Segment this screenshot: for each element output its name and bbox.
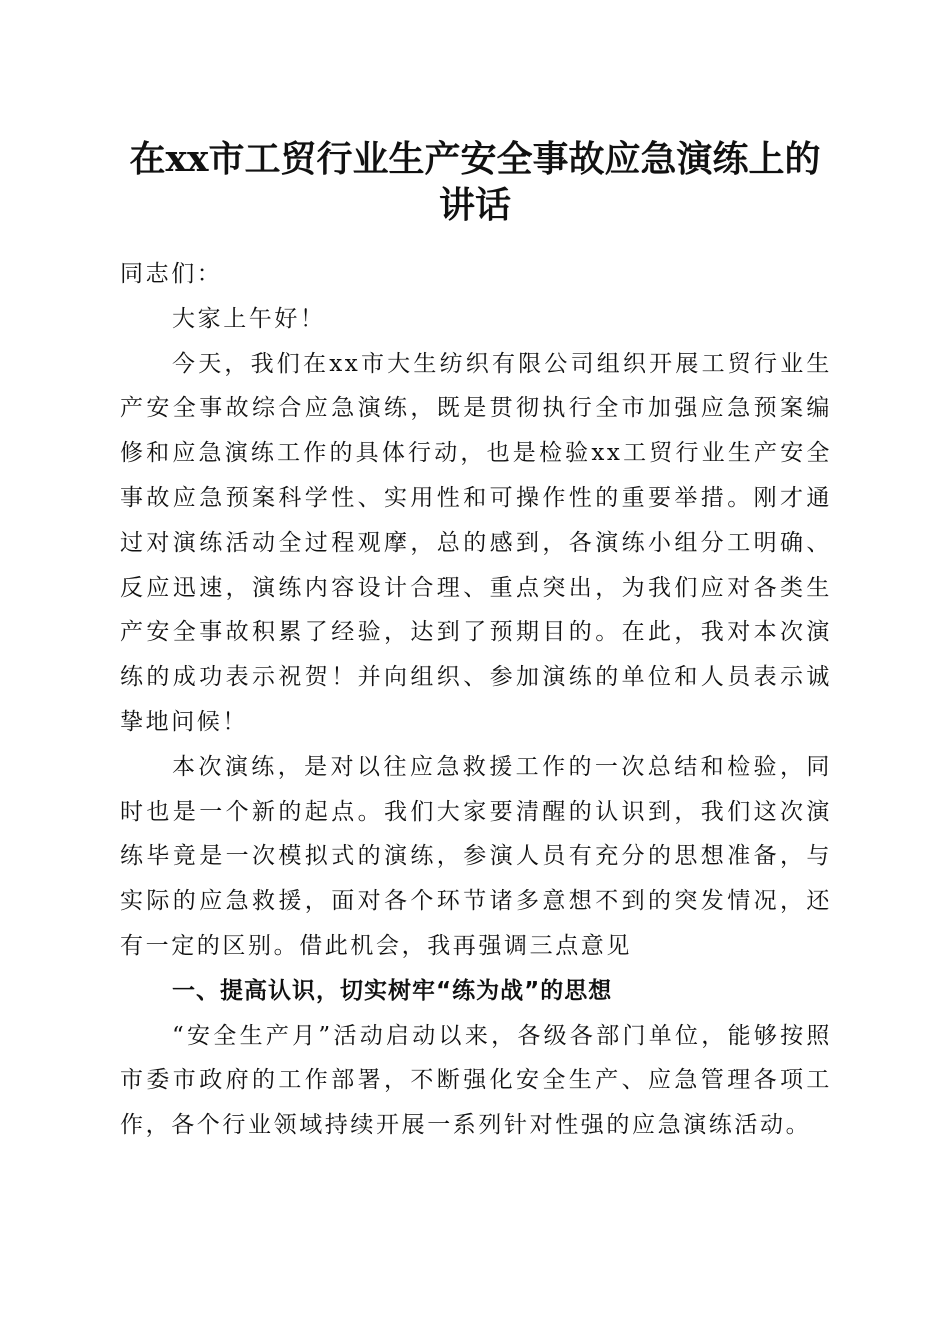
paragraph-review: 本次演练，是对以往应急救援工作的一次总结和检验，同时也是一个新的起点。我们大家要清醒的认识到，我们这次演练毕竟是一次模拟式的演练，参演人员有充分的思想准备，与实际的应急救援，面对各个环节诸多意想不到的突发情况，还有一定的区别。借此机会，我再强调三点意见 bbox=[120, 753, 832, 959]
title-line-2: 讲话 bbox=[438, 184, 511, 226]
paragraph-opening: 今天，我们在xx市大生纺织有限公司组织开展工贸行业生产安全事故综合应急演练，既是贯彻执行全市加强应急预案编修和应急演练工作的具体行动，也是检验xx工贸行业生产安全事故应急预案科学性、实用性和可操作性的重要举措。刚才通过对演练活动全过程观摩，总的感到，各演练小组分工明确、反应迅速，演练内容设计合理、重点突出，为我们应对各类生产安全事故积累了经验，达到了预期目的。在此，我对本次演练的成功表示祝贺！并向组织、参加演练的单位和人员表示诚挚地问候！ bbox=[120, 350, 832, 735]
greeting: 大家上午好！ bbox=[172, 305, 326, 332]
paragraph-safety-month: “安全生产月”活动启动以来，各级各部门单位，能够按照市委市政府的工作部署，不断强化安全生产、应急管理各项工作，各个行业领域持续开展一系列针对性强的应急演练活动。 bbox=[120, 1022, 832, 1139]
section-heading-1: 一、提高认识，切实树牢“练为战”的思想 bbox=[172, 977, 613, 1004]
title-line-1: 在xx市工贸行业生产安全事故应急演练上的 bbox=[129, 138, 821, 180]
salutation: 同志们： bbox=[120, 261, 223, 287]
document-body bbox=[120, 252, 832, 1148]
document-title bbox=[120, 136, 830, 228]
